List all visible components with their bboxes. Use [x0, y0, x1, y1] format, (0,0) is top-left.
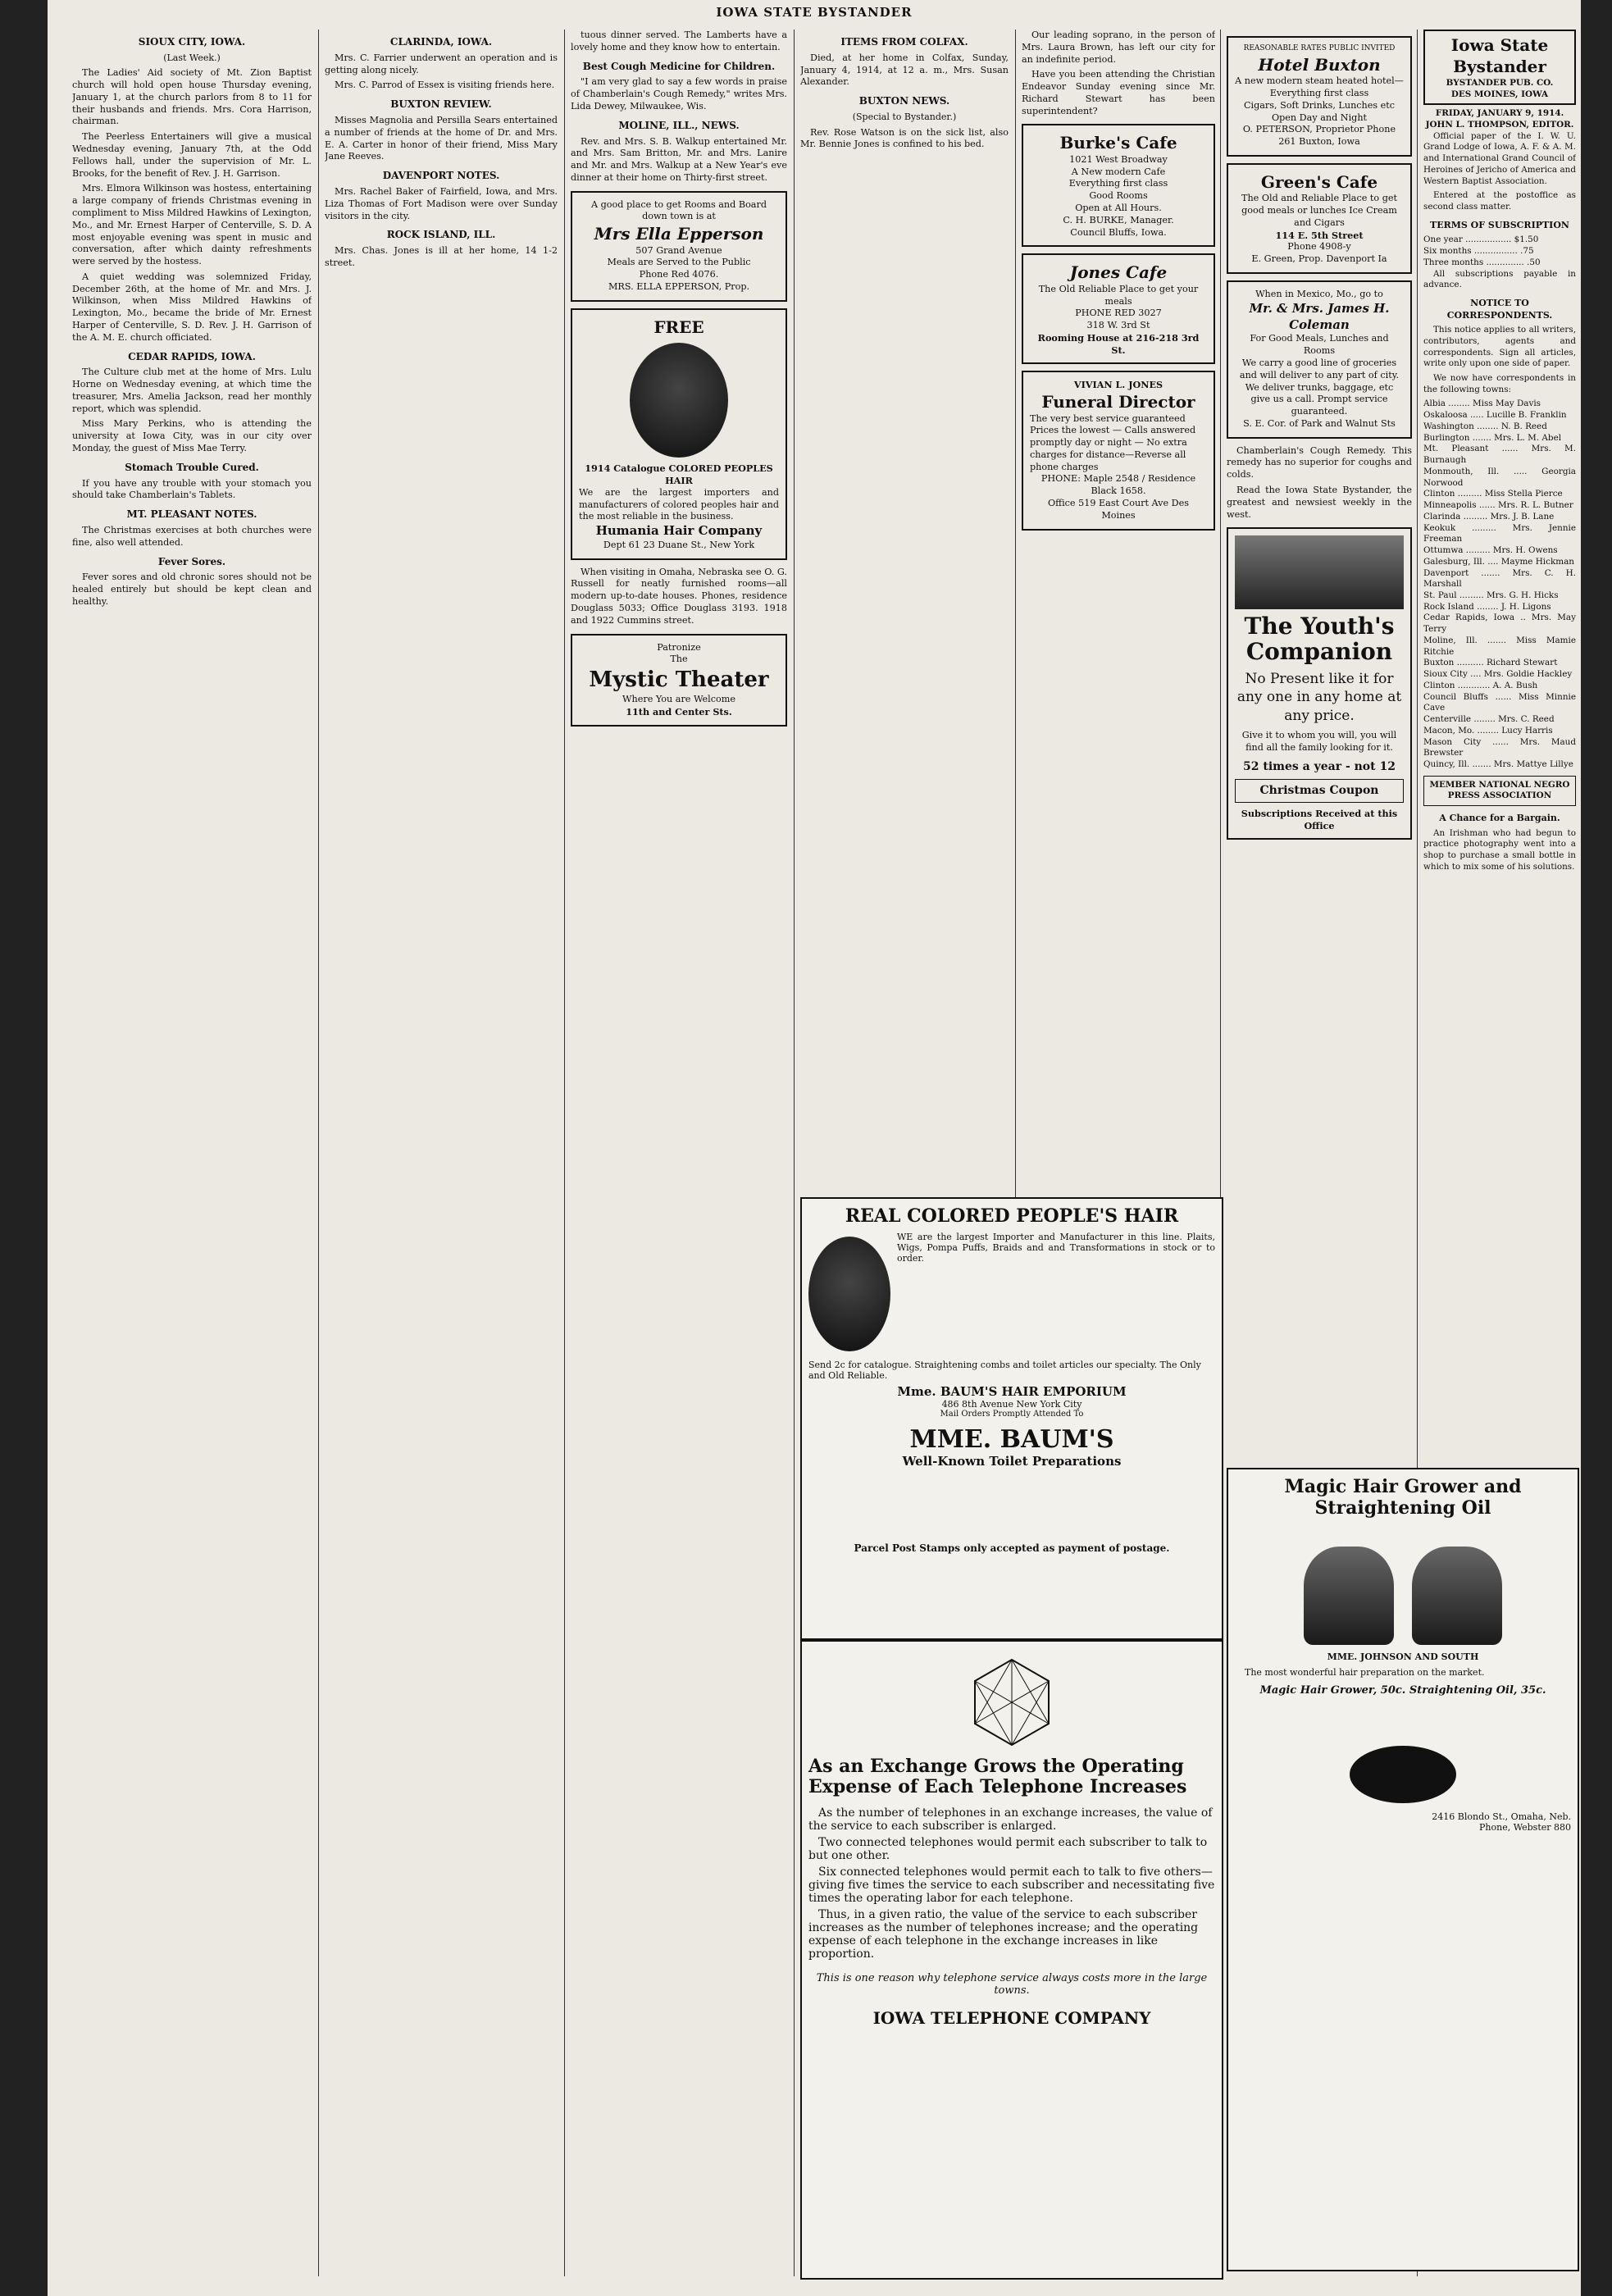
ad-phone: PHONE RED 3027	[1075, 308, 1162, 319]
telephone-ad	[800, 1640, 1223, 2280]
ad-text: We carry a good line of groceries and will deliver to any part of city. We deliver trunks, baggage, etc give us a call. Prompt service guaranteed.	[1239, 357, 1400, 417]
nameplate-box	[1423, 30, 1576, 105]
article-text: This notice applies to all writers, contributors, agents and correspondents. Sign all articles, write only upon one side of paper.	[1423, 325, 1576, 369]
correspondent-item: Council Bluffs ...... Miss Minnie Cave	[1423, 691, 1576, 713]
article-text: A quiet wedding was solemnized Friday, December 26th, at the home of Mr. and Mrs. J. Wilkinson, when Miss Mildred Hawkins of Lexington, Mo., became the bride of Mr. Ernest Harper of Centerville, S. D. Rev. J. H. Garrison of the A. M. E. church officiated.	[72, 271, 312, 343]
column-5	[1022, 30, 1215, 1186]
city: DES MOINES, IOWA	[1450, 89, 1549, 99]
jones-cafe-ad	[1022, 253, 1215, 364]
article-text: Mrs. C. Parrod of Essex is visiting friends here.	[335, 80, 555, 91]
price-line: Three months .............. .50	[1423, 257, 1541, 267]
ad-title: As an Exchange Grows the Operating Expense of Each Telephone Increases	[808, 1756, 1187, 1798]
paper-title: Iowa State Bystander	[1450, 35, 1549, 77]
ad-name: Burke's Cafe	[1059, 133, 1177, 153]
ad-text: Six connected telephones would permit each to talk to five others—giving five times the service to each subscriber and necessitating five times the operating labor for each telephone.	[808, 1865, 1215, 1905]
ad-text: REASONABLE RATES PUBLIC INVITED	[1243, 44, 1396, 52]
correspondent-item: Macon, Mo. ........ Lucy Harris	[1423, 725, 1553, 736]
ad-title: The Youth's Companion	[1244, 613, 1395, 666]
mystic-theater-ad	[571, 634, 787, 727]
burkes-cafe-ad	[1022, 124, 1215, 247]
heading: SIOUX CITY, IOWA.	[138, 36, 246, 48]
caption: MME. JOHNSON AND SOUTH	[1327, 1651, 1479, 1662]
jar-image	[1350, 1746, 1456, 1803]
ad-text: A new modern steam heated hotel—Everything first class	[1235, 75, 1404, 99]
correspondent-item: Oskaloosa ..... Lucille B. Franklin	[1423, 410, 1567, 421]
ad-text: Cigars, Soft Drinks, Lunches etc	[1243, 99, 1396, 111]
ad-address: S. E. Cor. of Park and Walnut Sts	[1243, 417, 1396, 429]
ad-phone: Phone Red 4076.	[639, 269, 719, 280]
editor: JOHN L. THOMPSON, EDITOR.	[1425, 119, 1574, 130]
member-box: MEMBER NATIONAL NEGRO PRESS ASSOCIATION	[1423, 776, 1576, 806]
free-label: FREE	[653, 317, 704, 337]
article-text: Mrs. Chas. Jones is ill at her home, 14 1-2 street.	[325, 245, 558, 268]
correspondent-item: Ottumwa ......... Mrs. H. Owens	[1423, 545, 1558, 556]
correspondent-item: Albia ........ Miss May Davis	[1423, 399, 1541, 409]
ad-name: Mystic Theater	[589, 667, 769, 693]
correspondent-item: Mason City ...... Mrs. Maud Brewster	[1423, 736, 1576, 758]
ad-text: Parcel Post Stamps only accepted as payment of postage.	[854, 1542, 1170, 1554]
heading: ITEMS FROM COLFAX.	[840, 36, 968, 48]
ad-text: The most wonderful hair preparation on the market.	[1245, 1667, 1485, 1678]
heading: A Chance for a Bargain.	[1439, 813, 1560, 824]
ad-catalogue: 1914 Catalogue COLORED PEOPLES HAIR	[585, 462, 773, 486]
ad-prop: MRS. ELLA EPPERSON, Prop.	[608, 280, 750, 292]
ad-name: Mrs Ella Epperson	[594, 224, 764, 244]
baum-hair-ad	[800, 1197, 1223, 1640]
article-text: Died, at her home in Colfax, Sunday, January 4, 1914, at 12 a. m., Mrs. Susan Alexander.	[800, 52, 1009, 88]
portraits	[1235, 1543, 1571, 1651]
ad-text: Open at All Hours.	[1075, 202, 1162, 213]
correspondent-item: Keokuk ......... Mrs. Jennie Freeman	[1423, 522, 1576, 544]
correspondent-item: Rock Island ........ J. H. Ligons	[1423, 601, 1551, 612]
correspondent-item: Galesburg, Ill. .... Mayme Hickman	[1423, 556, 1574, 567]
heading: CEDAR RAPIDS, IOWA.	[128, 350, 256, 362]
correspondent-item: Minneapolis ...... Mrs. R. L. Butner	[1423, 500, 1573, 511]
correspondent-item: Cedar Rapids, Iowa .. Mrs. May Terry	[1423, 613, 1576, 635]
heading: Best Cough Medicine for Children.	[582, 60, 776, 72]
ad-text: Where You are Welcome	[622, 694, 735, 705]
ad-text: Meals are Served to the Public	[607, 257, 751, 268]
article-text: If you have any trouble with your stomach you should take Chamberlain's Tablets.	[72, 477, 312, 501]
ad-title: Magic Hair Grower and Straightening Oil	[1284, 1476, 1522, 1519]
heading: ROCK ISLAND, ILL.	[386, 229, 496, 241]
ad-subtitle: Well-Known Toilet Preparations	[902, 1454, 1122, 1469]
ad-text: The very best service guaranteed Prices the lowest — Calls answered promptly day or night — No extra charges for distance—Reverse all phone charges	[1030, 412, 1196, 472]
christmas-coupon: Christmas Coupon	[1235, 779, 1404, 802]
ad-text: 52 times a year - not 12	[1243, 759, 1396, 773]
correspondent-item: Washington ........ N. B. Reed	[1423, 421, 1547, 431]
article-text: "I am very glad to say a few words in praise of Chamberlain's Cough Remedy," writes Mrs. Lida Dewey, Milwaukee, Wis.	[571, 76, 787, 112]
network-star-icon	[963, 1653, 1061, 1752]
article-text: Rev. and Mrs. S. B. Walkup entertained Mr. and Mrs. Sam Britton, Mr. and Mrs. Lanire and Mr. and Mrs. Walkup at a New Year's eve dinner at their home on Thirty-first street.	[571, 135, 787, 183]
humania-hair-ad	[571, 308, 787, 560]
ad-phone: Phone 4908-y	[1287, 241, 1351, 253]
correspondent-item: Quincy, Ill. ....... Mrs. Mattye Lillye	[1423, 758, 1573, 769]
article-text: Entered at the postoffice as second class matter.	[1423, 190, 1576, 212]
hair-image	[630, 343, 728, 458]
article-text: Our leading soprano, in the person of Mrs. Laura Brown, has left our city for an indefinite period.	[1022, 30, 1215, 65]
hair-image	[808, 1237, 890, 1351]
ad-location: Council Bluffs, Iowa.	[1070, 226, 1167, 238]
ad-address: 2416 Blondo St., Omaha, Neb.	[1432, 1811, 1571, 1822]
ad-manager: C. H. BURKE, Manager.	[1063, 214, 1174, 226]
correspondent-item: Clinton ......... Miss Stella Pierce	[1423, 489, 1563, 499]
ad-text: For Good Meals, Lunches and Rooms	[1250, 333, 1389, 357]
heading: DAVENPORT NOTES.	[382, 170, 500, 182]
article-text: All subscriptions payable in advance.	[1423, 268, 1576, 290]
correspondent-item: Moline, Ill. ....... Miss Mamie Ritchie	[1423, 635, 1576, 657]
price-line: Six months ................ .75	[1423, 246, 1534, 257]
ad-address: 11th and Center Sts.	[626, 706, 732, 718]
ad-address: 114 E. 5th Street	[1275, 229, 1364, 241]
ad-address: Dept 61 23 Duane St., New York	[603, 539, 755, 550]
ad-text: The Old and Reliable Place to get good meals or lunches Ice Cream and Cigars	[1241, 193, 1397, 228]
article-text: Misses Magnolia and Persilla Sears entertained a number of friends at the home of Dr. and Mrs. E. A. Carter in honor of their friend, Miss Mary Jane Reeves.	[325, 115, 558, 162]
heading: BUXTON NEWS.	[858, 95, 950, 107]
column-rule	[564, 30, 565, 2276]
ad-address: 1021 West Broadway	[1069, 153, 1168, 165]
subheading: (Special to Bystander.)	[852, 112, 957, 122]
ad-text: As the number of telephones in an exchange increases, the value of the service to each subscriber is enlarged.	[808, 1806, 1213, 1833]
heading: BUXTON REVIEW.	[390, 98, 492, 111]
ad-text: A New modern Cafe	[1071, 166, 1166, 177]
youths-companion-ad	[1227, 527, 1412, 840]
ad-phone: PHONE: Maple 2548 / Residence Black 1658.	[1041, 473, 1196, 497]
publisher: BYSTANDER PUB. CO.	[1446, 77, 1554, 88]
article-text: Fever sores and old chronic sores should not be healed entirely but should be kept clean and healthy.	[72, 572, 312, 607]
ad-prop: O. PETERSON, Proprietor Phone 261 Buxton, Iowa	[1242, 124, 1396, 148]
article-text: An Irishman who had begun to practice photography went into a shop to purchase a small bottle in which to mix some of his solutions.	[1423, 827, 1576, 872]
article-text: The Culture club met at the home of Mrs. Lulu Horne on Wednesday evening, at which time the treasurer, Mrs. Amelia Jackson, read her monthly report, which was splendid.	[72, 367, 312, 414]
article-text: Mrs. C. Farrier underwent an operation and is getting along nicely.	[325, 52, 558, 75]
column-rule	[794, 30, 795, 2276]
price-line: One year ................. $1.50	[1423, 235, 1539, 245]
ad-text: Good Rooms	[1089, 190, 1148, 202]
ad-text: The Old Reliable Place to get your meals	[1038, 283, 1199, 307]
column-3	[571, 30, 787, 2276]
ad-text: Two connected telephones would permit each subscriber to talk to but one other.	[808, 1835, 1208, 1862]
magic-hair-ad	[1227, 1468, 1579, 2271]
ad-name: VIVIAN L. JONES	[1073, 379, 1163, 391]
ad-text: Thus, in a given ratio, the value of the service to each subscriber increases as the number of telephones increase; and the operating expense of each telephone in the exchange increases in like proportion.	[808, 1907, 1199, 1961]
ad-text: Open Day and Night	[1271, 112, 1368, 123]
column-1	[72, 30, 312, 2276]
ad-address: 486 8th Avenue New York City	[941, 1399, 1082, 1410]
ad-name: Jones Cafe	[1069, 262, 1168, 283]
masthead: IOWA STATE BYSTANDER	[716, 5, 913, 20]
heading: CLARINDA, IOWA.	[389, 36, 493, 48]
ad-name: MME. BAUM'S	[909, 1425, 1114, 1454]
ad-title: Funeral Director	[1041, 392, 1195, 412]
ad-phone: Phone, Webster 880	[1479, 1822, 1571, 1833]
article-text: Mrs. Elmora Wilkinson was hostess, entertaining a large company of friends Christmas evening in compliment to Miss Mildred Hawkins of Lexington, Mo., and Mr. Ernest Harper of Centerville, S. D. A most enjoyable evening was spent in music and conversation, after which dainty refreshments were served by the hostess.	[72, 183, 312, 267]
article-text: When visiting in Omaha, Nebraska see O. G. Russell for neatly furnished rooms—all modern up-to-date houses. Phones, residence Douglass 5033; Office Douglass 3193. 1918 and 1922 Cummins street.	[571, 566, 787, 626]
ad-emporium: Mme. BAUM'S HAIR EMPORIUM	[897, 1384, 1127, 1399]
ad-company: IOWA TELEPHONE COMPANY	[872, 2007, 1151, 2028]
article-text: The Ladies' Aid society of Mt. Zion Baptist church will hold open house Thursday evening, January 1, at the church parlors from 8 to 11 for their husbands and friends. Mrs. Cora Harrison, chairman.	[72, 67, 312, 127]
article-text: The Christmas exercises at both churches were fine, also well attended.	[72, 525, 312, 548]
epperson-ad	[571, 191, 787, 302]
correspondent-item: Clinton ............ A. A. Bush	[1423, 680, 1538, 690]
ad-address: 318 W. 3rd St	[1086, 320, 1150, 331]
heading: MT. PLEASANT NOTES.	[126, 508, 257, 521]
article-text: We now have correspondents in the following towns:	[1423, 373, 1576, 394]
ad-prop: E. Green, Prop. Davenport Ia	[1251, 253, 1387, 265]
ad-name: Hotel Buxton	[1258, 54, 1381, 75]
ad-text: Everything first class	[1068, 178, 1168, 189]
ad-text: The	[670, 654, 688, 665]
heading: NOTICE TO CORRESPONDENTS.	[1446, 298, 1553, 321]
ad-address: 507 Grand Avenue	[635, 244, 722, 256]
newspaper-page	[48, 0, 1581, 2296]
ad-name: Mr. & Mrs. James H. Coleman	[1249, 300, 1390, 332]
article-text: Read the Iowa State Bystander, the greatest and newsiest weekly in the west.	[1227, 485, 1412, 520]
ad-text: Mail Orders Promptly Attended To	[940, 1410, 1084, 1419]
ad-text: Patronize	[657, 641, 701, 653]
portrait-image	[1304, 1547, 1394, 1645]
correspondent-item: Davenport ....... Mrs. C. H. Marshall	[1423, 567, 1576, 590]
article-text: Rev. Rose Watson is on the sick list, also Mr. Bennie Jones is confined to his bed.	[800, 126, 1009, 150]
correspondent-item: Centerville ........ Mrs. C. Reed	[1423, 714, 1555, 725]
portrait-image	[1412, 1547, 1502, 1645]
ad-address: Office 519 East Court Ave Des Moines	[1047, 498, 1190, 521]
ad-text: WE are the largest Importer and Manufacturer in this line. Plaits, Wigs, Pompa Puffs, Braids and and Transformations in stock or to order.	[897, 1232, 1215, 1264]
article-text: Miss Mary Perkins, who is attending the university at Iowa City, was in our city over Monday, the guest of Miss Mae Terry.	[72, 418, 312, 454]
heading: Stomach Trouble Cured.	[125, 461, 259, 473]
correspondent-item: St. Paul ......... Mrs. G. H. Hicks	[1423, 590, 1559, 600]
article-text: Chamberlain's Cough Remedy. This remedy has no superior for coughs and colds.	[1227, 444, 1412, 481]
article-text: The Peerless Entertainers will give a musical Wednesday evening, January 7th, at the Odd Fellows hall, under the supervision of Mr. L. Brooks, for the benefit of Rev. J. H. Garrison.	[72, 131, 312, 179]
heading: Fever Sores.	[157, 555, 226, 567]
price: Magic Hair Grower, 50c. Straightening Oil, 35c.	[1259, 1684, 1546, 1697]
article-text: Official paper of the I. W. U. Grand Lodge of Iowa, A. F. & A. M. and International Grand Council of Heroines of Jericho of America and Western Baptist Association.	[1423, 130, 1576, 186]
hotel-buxton-ad	[1227, 36, 1412, 157]
correspondent-item: Sioux City .... Mrs. Goldie Hackley	[1423, 669, 1573, 680]
ad-text: Send 2c for catalogue. Straightening combs and toilet articles our specialty. The Only and Old Reliable.	[808, 1360, 1201, 1381]
ad-note: This is one reason why telephone service always costs more in the large towns.	[816, 1971, 1208, 1997]
coleman-ad	[1227, 280, 1412, 439]
column-rule	[318, 30, 319, 2276]
column-2	[325, 30, 558, 2276]
ad-company: Humania Hair Company	[595, 523, 763, 539]
ad-text: A good place to get Rooms and Board down town is at	[591, 198, 767, 222]
ad-text: Subscriptions Received at this Office	[1241, 807, 1398, 831]
correspondent-list	[1423, 399, 1576, 770]
correspondent-item: Buxton .......... Richard Stewart	[1423, 658, 1558, 668]
ad-name: Green's Cafe	[1260, 171, 1378, 192]
ad-text: Give it to whom you will, you will find all the family looking for it.	[1241, 730, 1397, 754]
issue-date: FRIDAY, JANUARY 9, 1914.	[1435, 108, 1564, 119]
correspondent-item: Clarinda ......... Mrs. J. B. Lane	[1423, 511, 1555, 522]
heading: TERMS OF SUBSCRIPTION	[1430, 219, 1569, 230]
correspondent-item: Burlington ....... Mrs. L. M. Abel	[1423, 432, 1562, 443]
ad-text: We are the largest importers and manufacturers of colored peoples hair and the most reliable in the business.	[579, 486, 779, 522]
ad-title: REAL COLORED PEOPLE'S HAIR	[845, 1205, 1179, 1227]
ad-text: Rooming House at 216-218 3rd St.	[1037, 331, 1200, 356]
subheading: (Last Week.)	[163, 52, 221, 63]
article-text: Mrs. Rachel Baker of Fairfield, Iowa, and Mrs. Liza Thomas of Fort Madison were over Sunday visitors in the city.	[325, 185, 558, 221]
funeral-director-ad	[1022, 371, 1215, 530]
correspondent-item: Mt. Pleasant ...... Mrs. M. Burnaugh	[1423, 444, 1576, 466]
ad-text: No Present like it for any one in any home at any price.	[1236, 670, 1402, 724]
heading: MOLINE, ILL., NEWS.	[618, 119, 740, 131]
greens-cafe-ad	[1227, 163, 1412, 274]
family-illustration	[1235, 535, 1404, 609]
article-text: tuous dinner served. The Lamberts have a lovely home and they know how to entertain.	[571, 30, 787, 52]
correspondent-item: Monmouth, Ill. ..... Georgia Norwood	[1423, 466, 1576, 488]
article-text: Have you been attending the Christian Endeavor Sunday evening since Mr. Richard Stewart has been superintendent?	[1022, 69, 1215, 116]
ad-text: When in Mexico, Mo., go to	[1255, 289, 1383, 300]
